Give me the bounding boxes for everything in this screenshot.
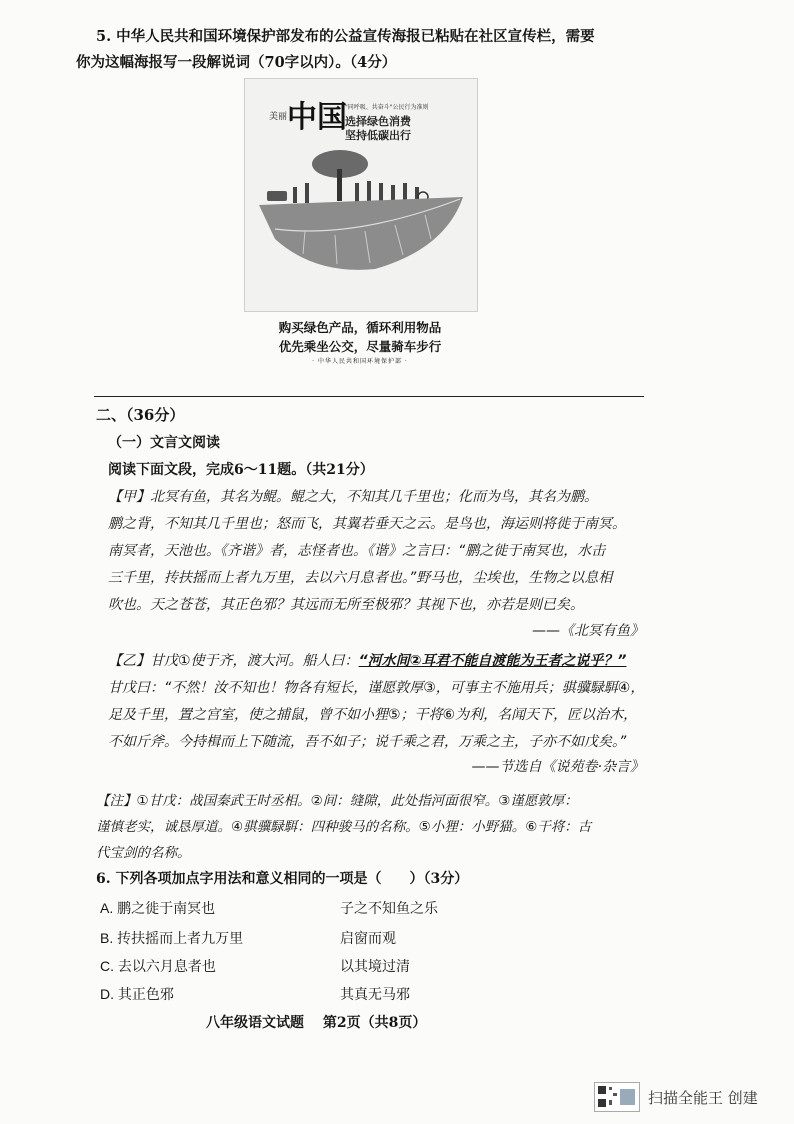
option-d-right: 其真无马邪 — [340, 986, 410, 1002]
divider — [94, 396, 644, 397]
bus-icon — [267, 191, 287, 201]
annotation-line: 【注】①甘戊：战国秦武王时丞相。②间：缝隙，此处指河面很窄。③谨愿敦厚： — [96, 793, 578, 809]
passage-jia-line: 南冥者，天池也。《齐谐》者，志怪者也。《谐》之言曰：“鹏之徙于南冥也，水击 — [108, 543, 606, 559]
poster-image — [244, 78, 478, 312]
poster-caption — [244, 318, 476, 368]
poster-slogan-a: 选择绿色消费 — [345, 115, 411, 128]
option-c-right: 以其境过清 — [340, 958, 410, 974]
passage-yi-line: 足及千里，置之宫室，使之捕鼠，曾不如小狸⑤；干将⑥为利，名闻天下，匠以治木， — [108, 707, 638, 723]
option-a-left: A. 鹏之徙于南冥也 — [100, 900, 216, 916]
subsection-title: （一）文言文阅读 — [108, 435, 220, 451]
passage-yi-source: ——节选自《说苑卷·杂言》 — [471, 759, 644, 775]
passage-jia — [108, 484, 656, 619]
passage-jia-line: 三千里，抟扶摇而上者九万里，去以六月息者也。”野马也，尘埃也，生物之以息相 — [108, 570, 613, 586]
poster-tagline: "同呼吸、共奋斗"公民行为准则 — [345, 104, 429, 111]
poster-slogan-b: 坚持低碳出行 — [345, 129, 411, 142]
annotation-line: 谨慎老实，诚恳厚道。④骐骥騄駬：四种骏马的名称。⑤小狸：小野猫。⑥干将：古 — [96, 819, 592, 835]
option-a-right: 子之不知鱼之乐 — [340, 900, 438, 916]
section-title: 二、（36分） — [96, 406, 185, 424]
passage-jia-line: 鹏之背，不知其几千里也；怒而飞，其翼若垂天之云。是鸟也，海运则将徙于南冥。 — [108, 516, 626, 532]
poster-ministry: · 中华人民共和国环境保护部 · — [312, 358, 408, 365]
option-c-left: C. 去以六月息者也 — [100, 958, 216, 974]
passage-yi-intro: 【乙】甘戊①使于齐，渡大河。船人曰： — [108, 653, 359, 669]
passage-yi-line — [108, 648, 656, 675]
question-5-line1: 5. 中华人民共和国环境保护部发布的公益宣传海报已粘贴在社区宣传栏，需要 — [96, 28, 595, 45]
passage-jia-line: 【甲】北冥有鱼，其名为鲲。鲲之大，不知其几千里也；化而为鸟，其名为鹏。 — [108, 489, 598, 505]
poster-brand-small: 美丽 — [269, 112, 288, 122]
poster-caption-line2: 优先乘坐公交，尽量骑车步行 — [278, 339, 442, 354]
passage-yi-line: 不如斤斧。今持楫而上下随流，吾不如子；说千乘之君，万乘之主，子亦不如戊矣。” — [108, 734, 627, 750]
passage-yi-underlined-quote: “河水间②耳君不能自渡能为王者之说乎？” — [358, 653, 627, 669]
option-b-left: B. 抟扶摇而上者九万里 — [100, 930, 244, 946]
question-6-stem: 6. 下列各项加点字用法和意义相同的一项是（ ）（3分） — [96, 871, 469, 887]
poster-illustration — [245, 79, 477, 311]
question-5 — [76, 24, 716, 76]
scanner-watermark — [594, 1082, 758, 1112]
annotations — [96, 788, 654, 866]
option-b-right: 启窗而观 — [340, 930, 396, 946]
option-d-left: D. 其正色邪 — [100, 986, 174, 1002]
question-5-line2: 你为这幅海报写一段解说词（70字以内）。（4分） — [76, 54, 397, 71]
poster-caption-line1: 购买绿色产品，循环利用物品 — [278, 320, 442, 335]
passage-jia-source: ——《北冥有鱼》 — [532, 623, 644, 639]
scanner-label: 扫描全能王 创建 — [648, 1088, 758, 1107]
tree-trunk-icon — [337, 169, 342, 201]
poster-brand-big: 中国 — [287, 100, 347, 135]
annotation-line: 代宝剑的名称。 — [96, 845, 191, 861]
page-footer: 八年级语文试题 第2页（共8页） — [206, 1015, 427, 1031]
passage-yi — [108, 648, 656, 756]
leaf-icon — [259, 197, 463, 270]
passage-yi-line: 甘戊曰：“不然！汝不知也！物各有短长，谨愿敦厚③，可事主不施用兵；骐骥騄駬④， — [108, 680, 645, 696]
passage-jia-line: 吹也。天之苍苍，其正色邪？其远而无所至极邪？其视下也，亦若是则已矣。 — [108, 597, 584, 613]
qr-code-icon — [594, 1082, 640, 1112]
reading-instruction: 阅读下面文段，完成6～11题。（共21分） — [108, 462, 374, 478]
